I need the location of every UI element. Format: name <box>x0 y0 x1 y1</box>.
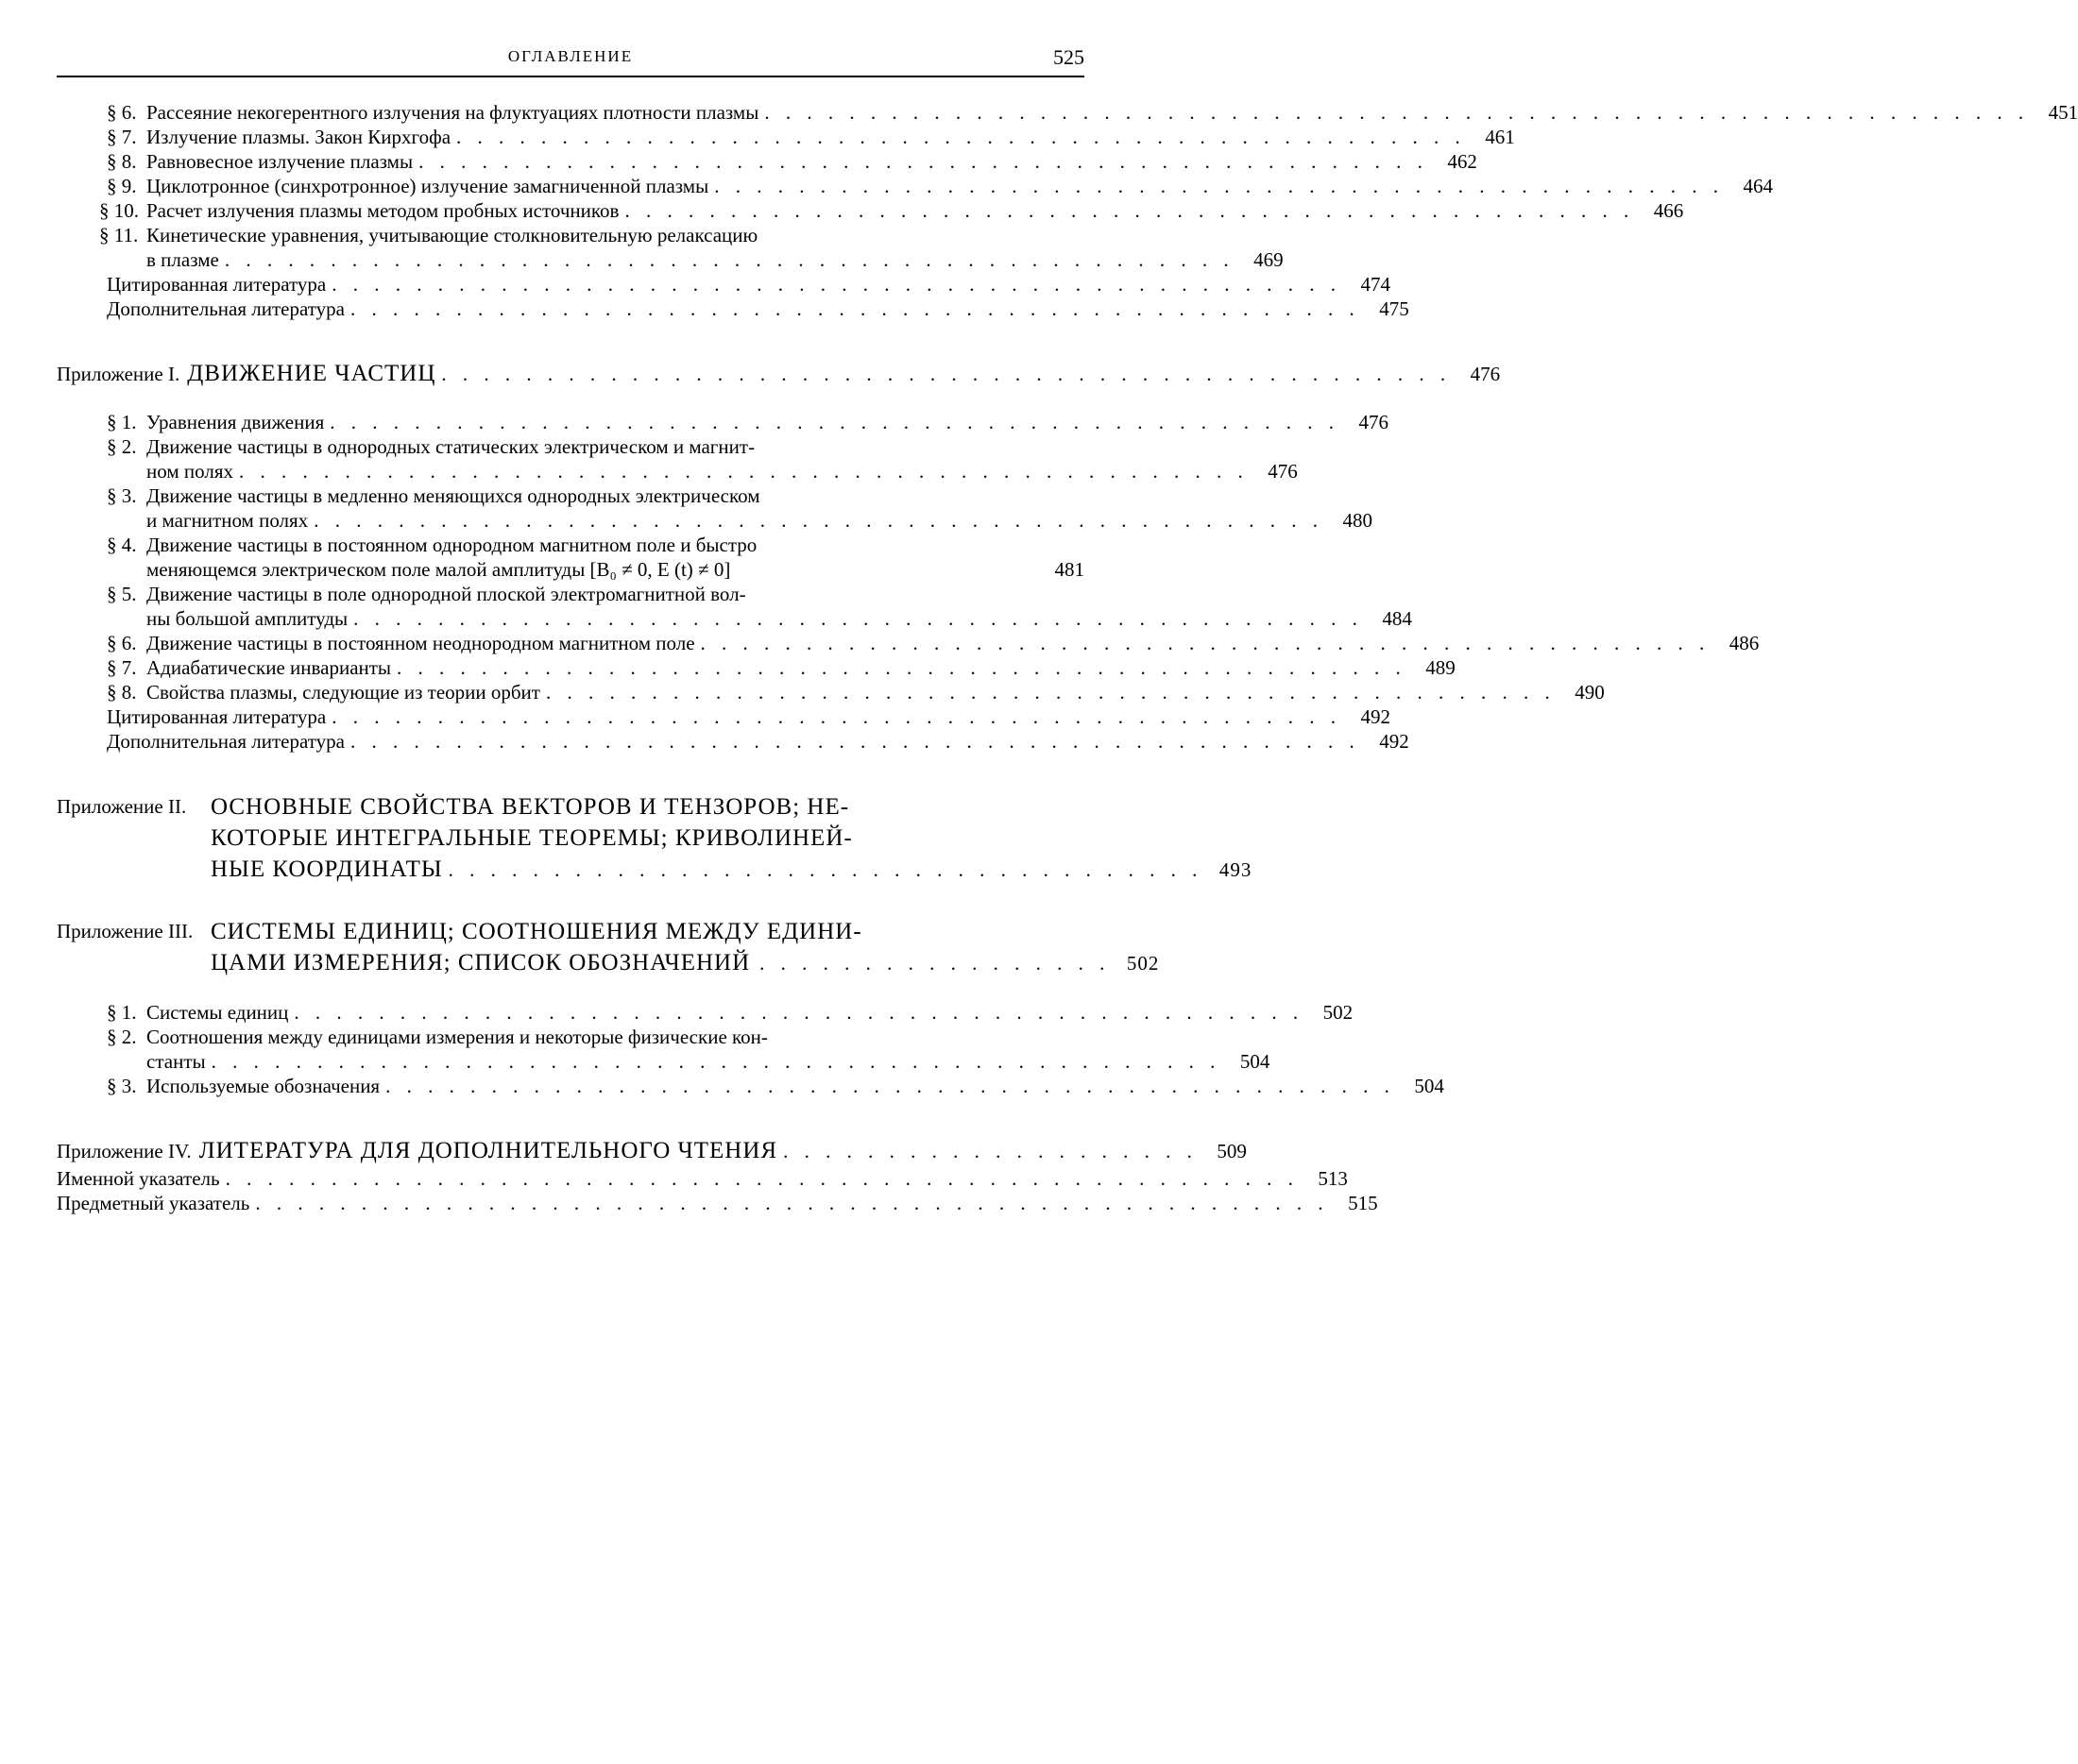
toc-entry[interactable] <box>57 631 1760 655</box>
entry-page: 475 <box>1379 297 1409 320</box>
appendix-heading[interactable] <box>57 916 1160 979</box>
appendix-title-line: СИСТЕМЫ ЕДИНИЦ; СООТНОШЕНИЯ МЕЖДУ ЕДИНИ- <box>211 919 862 944</box>
toc-entry[interactable] <box>57 704 1390 729</box>
entry-title-cont: ном полях <box>146 460 233 483</box>
page-header <box>57 45 1084 76</box>
appendix-title: ЛИТЕРАТУРА ДЛЯ ДОПОЛНИТЕЛЬНОГО ЧТЕНИЯ <box>198 1138 778 1163</box>
leader-dots: . . . . . . . . . . . . . . . . . . . . . . . . . . . . . . . . . . . . . . . . . . . . . . . . . . . <box>225 1167 1299 1190</box>
toc-entry[interactable] <box>57 272 1390 297</box>
toc-entry[interactable] <box>57 680 1605 704</box>
entry-title: Уравнения движения <box>146 411 325 433</box>
leader-dots: . . . . . . . . . . . . . . . . . . . . . . . . . . . . . . . . . . . . . . . . . . . . . . . . <box>211 1050 1221 1073</box>
section-mark: § 10. <box>99 199 139 222</box>
toc-entry[interactable] <box>57 149 1477 174</box>
entry-title: Свойства плазмы, следующие из теории орбит <box>146 681 540 704</box>
section-mark: § 4. <box>107 534 137 556</box>
entry-title: Расчет излучения плазмы методом пробных источников <box>146 199 620 222</box>
entry-title: Движение частицы в медленно меняющихся однородных электрическом <box>146 484 760 507</box>
toc-entry-line1[interactable] <box>57 434 1084 459</box>
entry-title-cont: в плазме <box>146 248 219 271</box>
leader-dots: . . . . . . . . . . . . . . . . . . . . . . . . . . . . . . . . . . . . . . . . . . . . . . . . <box>238 460 1249 483</box>
section-mark: § 2. <box>107 1026 137 1048</box>
entry-page: 451 <box>2048 101 2078 124</box>
leader-dots: . . . . . . . . . . . . . . . . . . . . . . . . . . . . . . . . . . . . <box>448 858 1203 881</box>
section-mark: § 6. <box>107 632 137 654</box>
leader-dots: . . . . . . . . . . . . . . . . . . . . . . . . . . . . . . . . . . . . . . . . . . . . . . . . <box>545 681 1556 704</box>
appendix-title-line: ОСНОВНЫЕ СВОЙСТВА ВЕКТОРОВ И ТЕНЗОРОВ; НЕ- <box>211 794 850 820</box>
toc-entry[interactable] <box>57 297 1409 321</box>
leader-dots: . . . . . . . . . . . . . . . . . . . . . . . . . . . . . . . . . . . . . . . . . . . . . . . . <box>330 411 1339 433</box>
toc-entry[interactable] <box>57 410 1388 434</box>
header-rule <box>57 76 1084 77</box>
appendix-title-line: ЦАМИ ИЗМЕРЕНИЯ; СПИСОК ОБОЗНАЧЕНИЙ <box>211 950 751 975</box>
entry-page: 462 <box>1447 150 1477 173</box>
entry-page: 476 <box>1268 460 1298 483</box>
entry-title: Именной указатель <box>57 1167 220 1190</box>
entry-page: 466 <box>1653 199 1684 222</box>
toc-entry-line1[interactable] <box>57 223 1084 247</box>
leader-dots: . . . . . . . . . . . . . . . . . . . . . . . . . . . . . . . . . . . . . . . . . . . . . . . . <box>349 730 1360 753</box>
entry-title: Циклотронное (синхротронное) излучение замагниченной плазмы <box>146 175 709 197</box>
toc-entry[interactable] <box>57 655 1456 680</box>
entry-page: 490 <box>1575 681 1605 704</box>
leader-dots: . . . . . . . . . . . . . . . . . . . . . . . . . . . . . . . . . . . . . . . . . . . . . . . . <box>418 150 1428 173</box>
leader-dots: . . . . . . . . . . . . . . . . . . . . <box>783 1140 1198 1162</box>
entry-page: 489 <box>1425 656 1456 679</box>
section-mark: § 11. <box>99 224 139 246</box>
leader-dots: . . . . . . . . . . . . . . . . . . . . . . . . . . . . . . . . . . . . . . . . . . . . . . . . <box>624 199 1635 222</box>
toc-entry-line2[interactable] <box>57 247 1284 272</box>
page-number: 525 <box>1053 45 1084 69</box>
entry-title: Равновесное излучение плазмы <box>146 150 414 173</box>
toc-entry-line1[interactable] <box>57 533 1084 557</box>
toc-entry[interactable] <box>57 1074 1444 1098</box>
entry-page: 504 <box>1414 1075 1444 1097</box>
section-mark: § 9. <box>107 175 137 197</box>
section-mark: § 7. <box>107 656 137 679</box>
toc-entry[interactable] <box>57 174 1773 198</box>
entry-page: 493 <box>1218 858 1252 881</box>
leader-dots: . . . . . . . . . . . . . . . . . . . . . . . . . . . . . . . . . . . . . . . . . . . . . . . . <box>332 273 1341 296</box>
entry-page: 502 <box>1322 1001 1354 1024</box>
entry-title-cont: меняющемся электрическом поле малой амплитуды [B₀ ≠ 0, E (t) ≠ 0] <box>146 558 731 581</box>
leader-dots: . . . . . . . . . . . . . . . . . . . . . . . . . . . . . . . . . . . . . . . . . . . . . . . . <box>224 248 1235 271</box>
section-mark: § 3. <box>107 484 137 507</box>
appendix-heading[interactable] <box>57 1136 1247 1166</box>
entry-page: 461 <box>1485 126 1515 148</box>
leader-dots: . . . . . . . . . . . . . . . . . . . . . . . . . . . . . . . . . . . . . . . . . . . . . . . . <box>314 509 1323 532</box>
entry-page: 515 <box>1348 1192 1378 1214</box>
section-mark: § 7. <box>107 126 137 148</box>
entry-page: 492 <box>1360 705 1390 728</box>
entry-page: 481 <box>1054 558 1084 581</box>
section-mark: § 5. <box>107 583 137 605</box>
entry-page: 492 <box>1379 730 1409 753</box>
appendix-label: Приложение I. <box>57 363 180 385</box>
entry-page: 486 <box>1729 632 1760 654</box>
entry-title: Системы единиц <box>146 1001 289 1024</box>
appendix-label: Приложение II. <box>57 795 187 818</box>
section-mark: § 8. <box>107 681 137 704</box>
entry-page: 476 <box>1470 363 1501 385</box>
entry-title: Рассеяние некогерентного излучения на флуктуациях плотности плазмы <box>146 101 759 124</box>
entry-page: 513 <box>1318 1167 1348 1190</box>
leader-dots: . . . . . . . . . . . . . . . . . . . . . . . . . . . . . . . . . . . . . . . . . . . . . . . . <box>397 656 1406 679</box>
section-mark: § 2. <box>107 435 137 458</box>
entry-page: 509 <box>1217 1140 1247 1162</box>
leader-dots: . . . . . . . . . . . . . . . . . . . . . . . . . . . . . . . . . . . . . . . . . . . . . . . . <box>714 175 1724 197</box>
toc-entry[interactable] <box>57 198 1684 223</box>
toc-entry-line1[interactable] <box>57 582 1084 606</box>
entry-page: 469 <box>1253 248 1284 271</box>
section-mark: § 8. <box>107 150 137 173</box>
entry-title: Предметный указатель <box>57 1192 250 1214</box>
entry-page: 502 <box>1126 952 1160 975</box>
entry-title: Кинетические уравнения, учитывающие столкновительную релаксацию <box>146 224 758 246</box>
appendix-title: ДВИЖЕНИЕ ЧАСТИЦ <box>187 361 436 386</box>
entry-title: Дополнительная литература <box>107 297 345 320</box>
entry-title: Цитированная литература <box>107 705 327 728</box>
entry-title: Движение частицы в постоянном однородном магнитном поле и быстро <box>146 534 758 556</box>
appendix-title-line: КОТОРЫЕ ИНТЕГРАЛЬНЫЕ ТЕОРЕМЫ; КРИВОЛИНЕЙ- <box>211 825 853 851</box>
appendix-label: Приложение IV. <box>57 1140 192 1162</box>
toc-entry-line2[interactable] <box>57 459 1298 483</box>
entry-title: Движение частицы в постоянном неоднородном магнитном поле <box>146 632 695 654</box>
toc-entry[interactable] <box>57 1000 1354 1025</box>
toc-entry[interactable] <box>57 729 1409 754</box>
leader-dots: . . . . . . . . . . . . . . . . . . . . . . . . . . . . . . . . . . . . . . . . . . . . . . . . <box>385 1075 1395 1097</box>
leader-dots: . . . . . . . . . . . . . . . . . . . . . . . . . . . . . . . . . . . . . . . . . . . . . . . . <box>456 126 1466 148</box>
entry-title: Дополнительная литература <box>107 730 345 753</box>
entry-title-cont: и магнитном полях <box>146 509 309 532</box>
leader-dots: . . . . . . . . . . . . . . . . . . . . . . . . . . . . . . . . . . . . . . . . . . . . . . . . <box>294 1001 1304 1024</box>
entry-title: Используемые обозначения <box>146 1075 381 1097</box>
entry-title-cont: ны большой амплитуды <box>146 607 349 630</box>
leader-dots: . . . . . . . . . . . . . . . . . . . . . . . . . . . . . . . . . . . . . . . . . . . . . . . . <box>349 297 1360 320</box>
section-mark: § 1. <box>107 1001 137 1024</box>
leader-dots: . . . . . . . . . . . . . . . . . . . . . . . . . . . . . . . . . . . . . . . . . . . . . . . . <box>441 363 1452 385</box>
appendix-heading[interactable] <box>57 359 1501 389</box>
leader-dots: . . . . . . . . . . . . . . . . . <box>759 952 1111 975</box>
entry-title: Цитированная литература <box>107 273 327 296</box>
section-mark: § 6. <box>107 101 137 124</box>
leader-dots: . . . . . . . . . . . . . . . . . . . . . . . . . . . . . . . . . . . . . . . . . . . . . . . . <box>332 705 1341 728</box>
toc-entry[interactable] <box>57 125 1515 149</box>
appendix-title-line: НЫЕ КООРДИНАТЫ <box>211 857 443 882</box>
toc-entry-line2[interactable] <box>57 508 1372 533</box>
entry-page: 474 <box>1360 273 1390 296</box>
running-title: ОГЛАВЛЕНИЕ <box>507 47 634 65</box>
leader-dots: . . . . . . . . . . . . . . . . . . . . . . . . . . . . . . . . . . . . . . . . . . . . . . . . . . . . . . . . . . . . <box>764 101 2030 124</box>
section-mark: § 3. <box>107 1075 137 1097</box>
leader-dots: . . . . . . . . . . . . . . . . . . . . . . . . . . . . . . . . . . . . . . . . . . . . . . . . <box>700 632 1711 654</box>
toc-entry-line2[interactable] <box>57 606 1412 631</box>
entry-title: Движение частицы в однородных статических электрическом и магнит- <box>146 435 756 458</box>
entry-page: 480 <box>1342 509 1372 532</box>
entry-page: 504 <box>1239 1050 1270 1073</box>
toc-entry-line2[interactable] <box>57 557 1084 582</box>
entry-page: 484 <box>1382 607 1412 630</box>
leader-dots: . . . . . . . . . . . . . . . . . . . . . . . . . . . . . . . . . . . . . . . . . . . . . . . . <box>353 607 1363 630</box>
toc-entry-line1[interactable] <box>57 1025 1084 1049</box>
leader-dots: . . . . . . . . . . . . . . . . . . . . . . . . . . . . . . . . . . . . . . . . . . . . . . . . . . . <box>255 1192 1329 1214</box>
toc-entry[interactable] <box>57 100 2078 125</box>
toc-entry[interactable] <box>57 1191 1378 1215</box>
toc-entry-line1[interactable] <box>57 483 1084 508</box>
entry-page: 464 <box>1743 175 1773 197</box>
toc-entry[interactable] <box>57 1166 1348 1191</box>
entry-page: 476 <box>1358 411 1388 433</box>
appendix-label: Приложение III. <box>57 920 194 942</box>
section-mark: § 1. <box>107 411 137 433</box>
toc-entry-line2[interactable] <box>57 1049 1270 1074</box>
table-of-contents <box>57 100 2078 1215</box>
entry-title-cont: станты <box>146 1050 206 1073</box>
entry-title: Соотношения между единицами измерения и некоторые физические кон- <box>146 1026 768 1048</box>
entry-title: Адиабатические инварианты <box>146 656 392 679</box>
appendix-heading[interactable] <box>57 791 1252 886</box>
entry-title: Движение частицы в поле однородной плоской электромагнитной вол- <box>146 583 746 605</box>
entry-title: Излучение плазмы. Закон Кирхгофа <box>146 126 451 148</box>
